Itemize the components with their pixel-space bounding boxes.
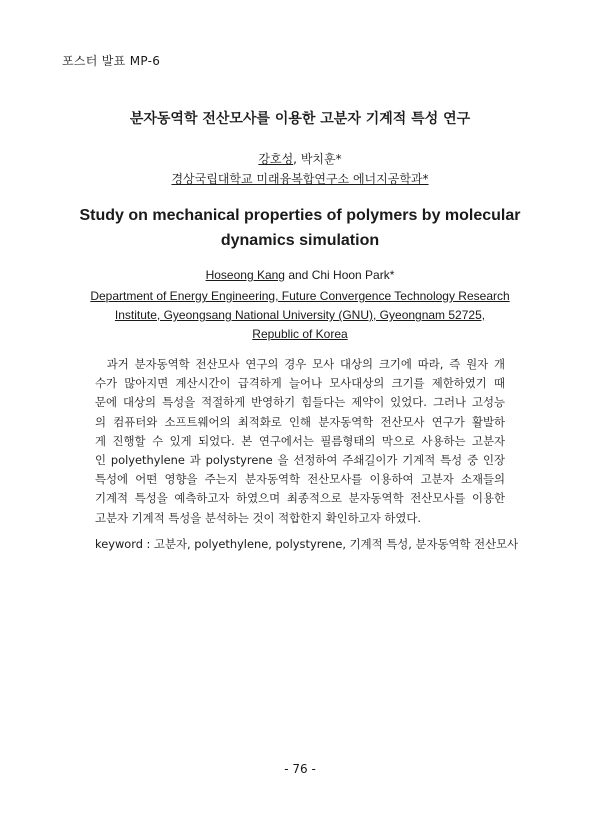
english-affiliation-line: Department of Energy Engineering, Future Convergence Technology Research xyxy=(90,289,510,303)
english-author-1: Hoseong Kang xyxy=(205,268,285,282)
english-title xyxy=(60,203,540,253)
english-title-line: Study on mechanical properties of polymers by molecular xyxy=(79,207,521,224)
english-affiliation-line: Republic of Korea xyxy=(252,327,348,341)
abstract-line: 수가 많아지면 계산시간이 급격하게 늘어나 모사대상의 크기를 제한하였기 때 xyxy=(95,376,505,391)
keywords-line: keyword : 고분자, polyethylene, polystyrene, 기계적 특성, 분자동역학 전산모사 xyxy=(95,537,519,551)
abstract-line: 기계적 특성을 예측하고자 하였으며 최종적으로 분자동역학 전산모사를 이용한 xyxy=(95,491,505,506)
korean-author-separator: , xyxy=(293,152,301,166)
english-affiliation-line: Institute, Gyeongsang National University (GNU), Gyeongnam 52725, xyxy=(114,308,486,322)
korean-affiliation xyxy=(0,170,600,187)
korean-title: 분자동역학 전산모사를 이용한 고분자 기계적 특성 연구 xyxy=(129,111,471,127)
korean-author-1: 강호성 xyxy=(258,152,294,166)
session-label: 포스터 발표 MP-6 xyxy=(62,54,161,68)
english-author-2: Chi Hoon Park* xyxy=(311,268,395,282)
abstract-line: 고분자 기계적 특성을 분석하는 것이 적합한지 확인하고자 하였다. xyxy=(95,510,422,525)
korean-author-2: 박치훈* xyxy=(300,152,342,166)
english-author-separator: and xyxy=(284,268,312,282)
page-number: - 76 - xyxy=(284,762,316,776)
abstract-line: 의 컴퓨터와 소프트웨어의 최적화로 인해 분자동역학 전산모사 연구가 활발하 xyxy=(95,414,505,429)
abstract-line: 인 polyethylene 과 polystyrene 을 선정하여 주쇄길이가 기계적 특성 중 인장 xyxy=(95,453,505,468)
abstract-line: 게 진행할 수 있게 되었다. 본 연구에서는 필름형태의 막으로 사용하는 고분자 xyxy=(95,433,505,448)
korean-affiliation-text: 경상국립대학교 미래융복합연구소 에너지공학과* xyxy=(171,172,429,186)
abstract-line: 과거 분자동역학 전산모사 연구의 경우 모사 대상의 크기에 따라, 즉 원자 개 xyxy=(95,357,505,371)
korean-authors xyxy=(0,150,600,167)
abstract-line: 특성에 어떤 영향을 주는지 분자동역학 전산모사를 이용하여 고분자 소재들의 xyxy=(95,472,505,487)
english-title-line: dynamics simulation xyxy=(220,232,380,249)
abstract-line: 문에 대상의 특성을 적절하게 반영하기 힘들다는 제약이 있었다. 그러나 고성능 xyxy=(95,395,505,410)
english-affiliation xyxy=(60,287,540,344)
abstract-paragraph xyxy=(95,355,505,528)
english-authors xyxy=(0,268,600,282)
